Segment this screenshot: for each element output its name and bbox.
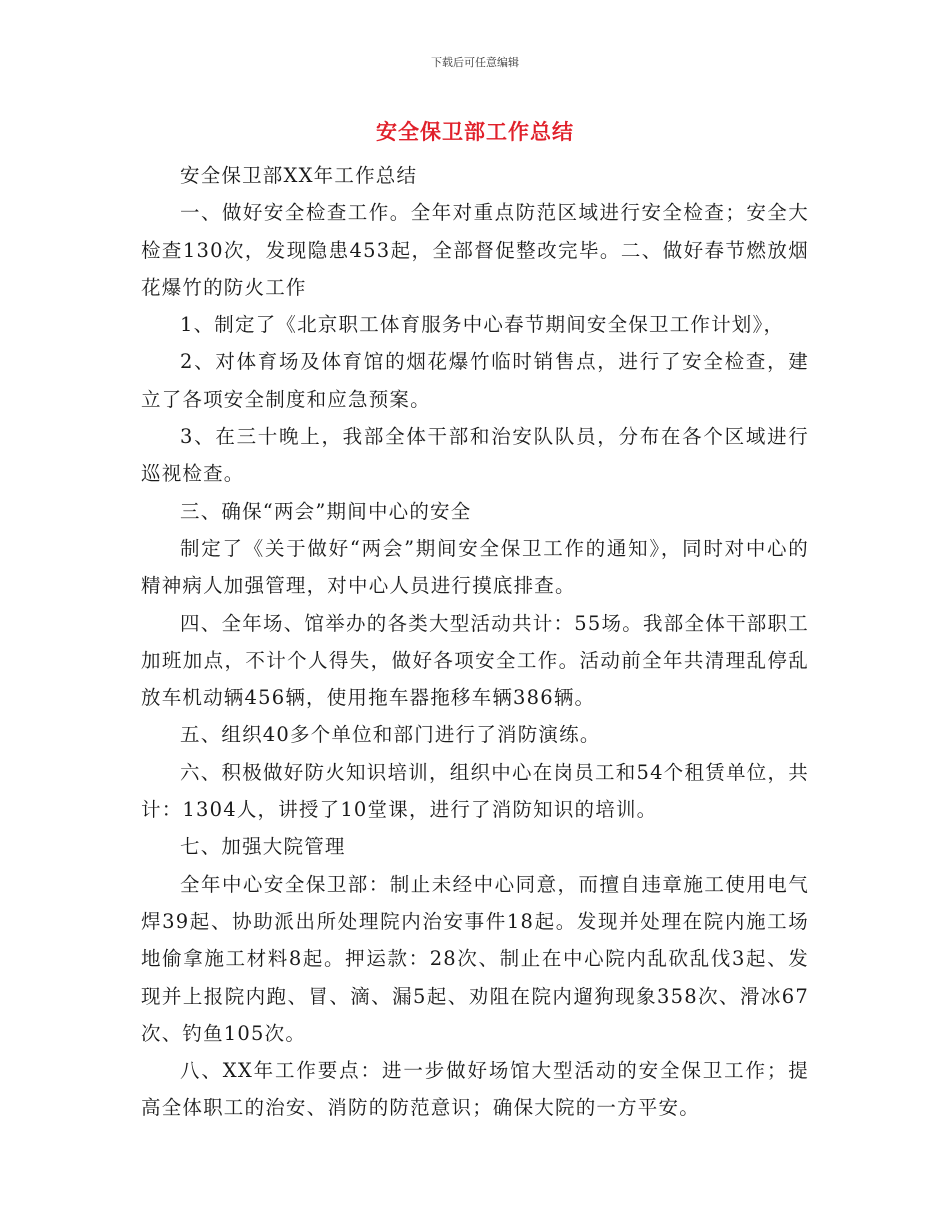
paragraph-section-5: 五、组织40多个单位和部门进行了消防演练。 xyxy=(180,723,601,747)
download-note: 下载后可任意编辑 xyxy=(431,56,519,69)
paragraph-section-3: 三、确保“两会”期间中心的安全 xyxy=(180,499,472,523)
paragraph-item-2: 2、对体育场及体育馆的烟花爆竹临时销售点，进行了安全检查，建立了各项安全制度和应急预案。 xyxy=(141,350,809,411)
paragraph-section-3-body: 制定了《关于做好“两会”期间安全保卫工作的通知》，同时对中心的精神病人加强管理，对中心人员进行摸底排查。 xyxy=(141,536,809,598)
paragraph-section-4: 四、全年场、馆举办的各类大型活动共计：55场。我部全体干部职工加班加点，不计个人得失，做好各项安全工作。活动前全年共清理乱停乱放车机动辆456辆，使用拖车器拖移车辆386辆。 xyxy=(141,611,809,710)
paragraph-section-6: 六、积极做好防火知识培训，组织中心在岗员工和54个租赁单位，共计：1304人，讲授了10堂课，进行了消防知识的培训。 xyxy=(141,760,809,822)
paragraph-subtitle: 安全保卫部XX年工作总结 xyxy=(180,164,418,187)
document-body xyxy=(141,157,809,1127)
paragraph-section-8: 八、XX年工作要点：进一步做好场馆大型活动的安全保卫工作；提高全体职工的治安、消防的防范意识；确保大院的一方平安。 xyxy=(141,1059,809,1120)
paragraph-section-1: 一、做好安全检查工作。全年对重点防范区域进行安全检查；安全大检查130次，发现隐患453起，全部督促整改完毕。二、做好春节燃放烟花爆竹的防火工作 xyxy=(141,201,809,299)
paragraph-section-7-body: 全年中心安全保卫部：制止未经中心同意，而擅自违章施工使用电气焊39起、协助派出所处理院内治安事件18起。发现并处理在院内施工场地偷拿施工材料8起。押运款：28次、制止在中心院内乱砍乱伐3起、发现并上报院内跑、冒、滴、漏5起、劝阻在院内遛狗现象358次、滑冰67次、钓鱼105次。 xyxy=(141,872,809,1045)
paragraph-item-3: 3、在三十晚上，我部全体干部和治安队队员，分布在各个区域进行巡视检查。 xyxy=(141,425,809,486)
paragraph-section-7: 七、加强大院管理 xyxy=(180,835,346,859)
document-title: 安全保卫部工作总结 xyxy=(376,119,574,144)
paragraph-item-1: 1、制定了《北京职工体育服务中心春节期间安全保卫工作计划》， xyxy=(180,313,785,337)
